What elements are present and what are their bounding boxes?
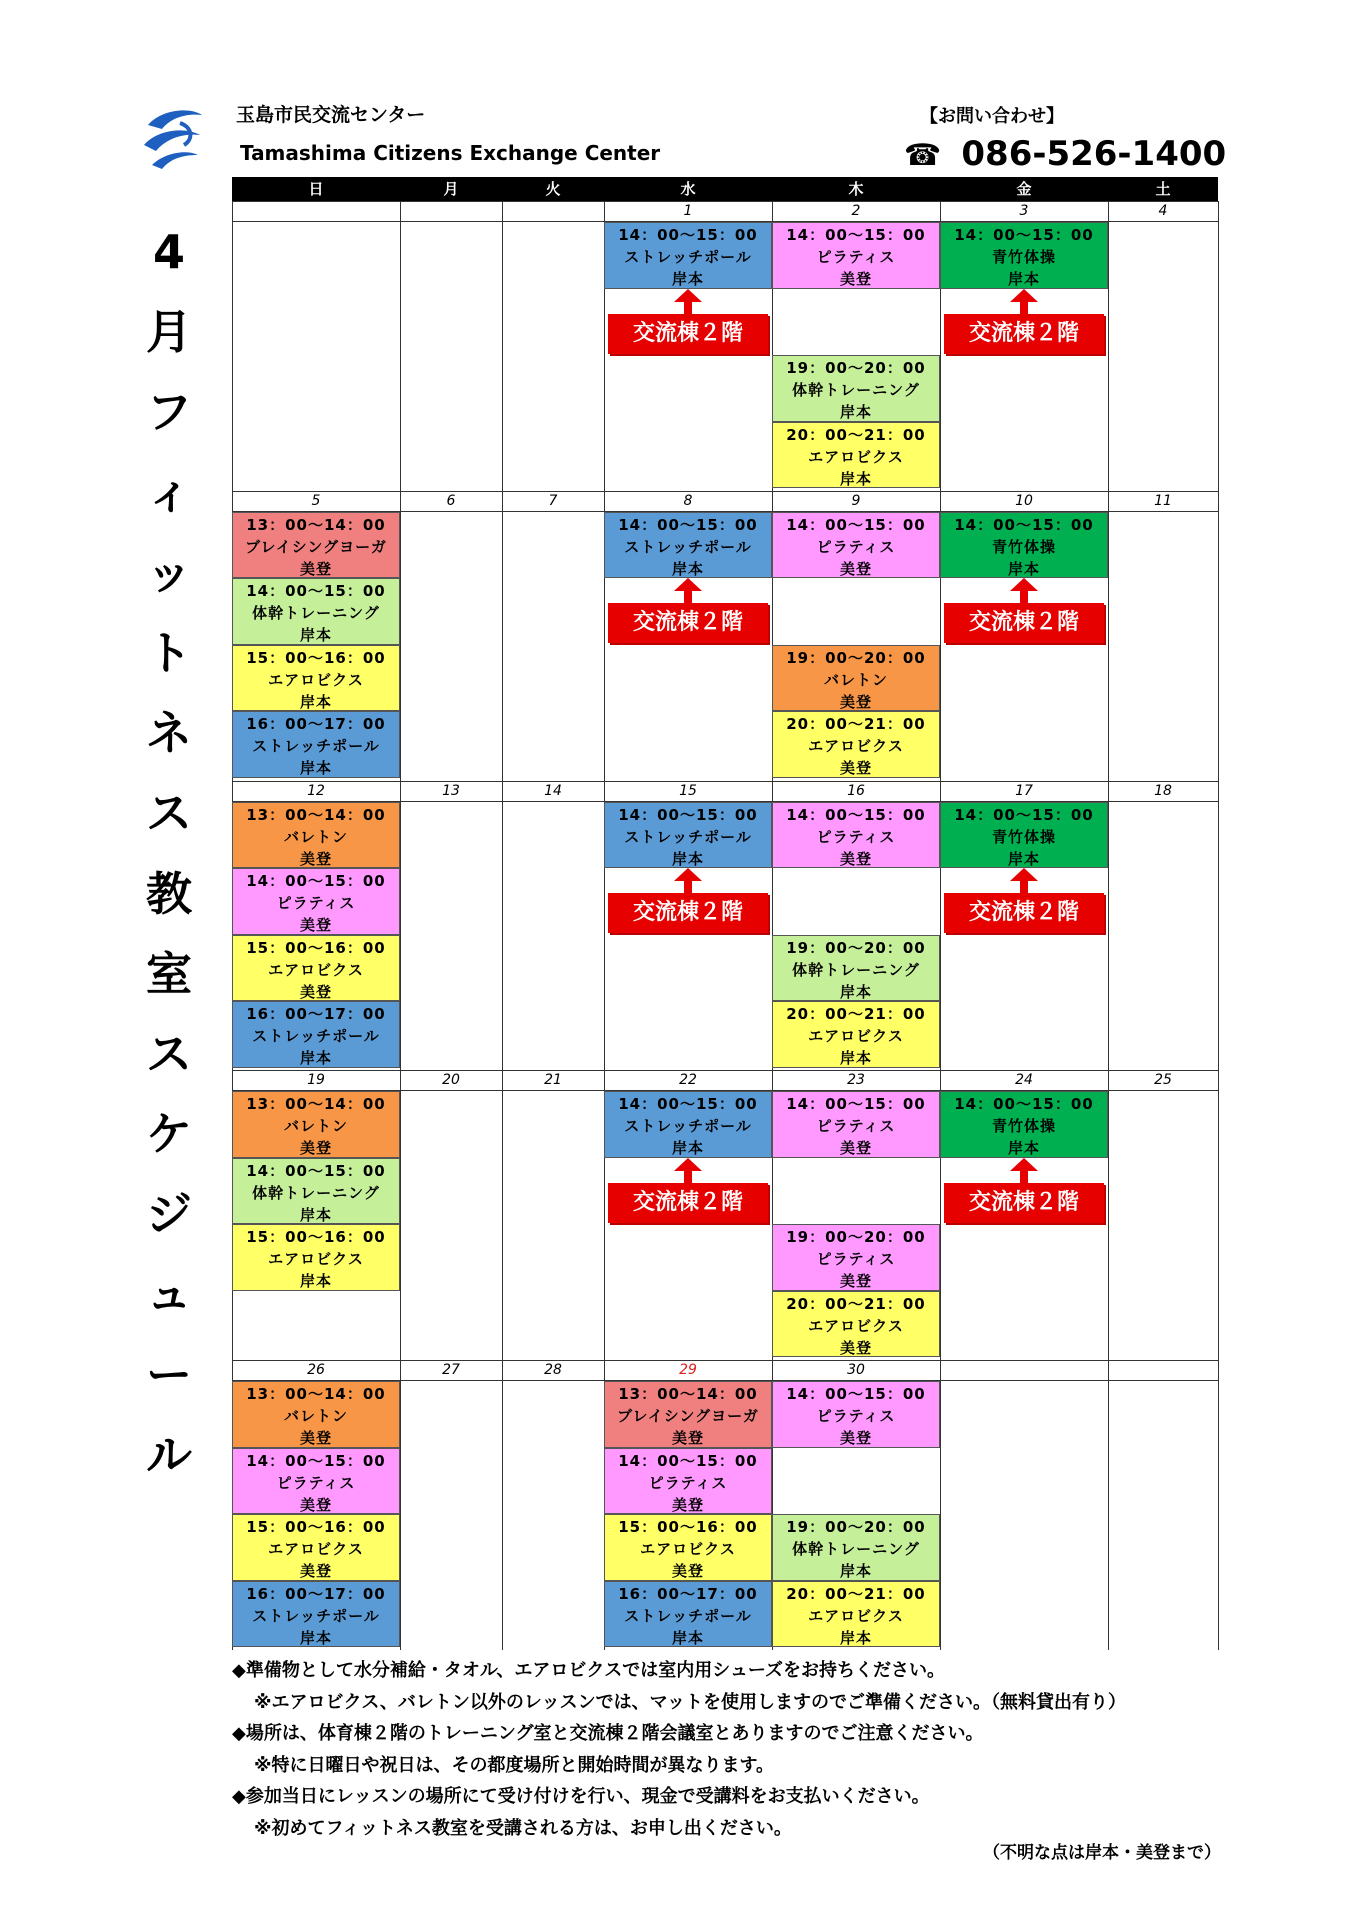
note-sub-line: ※特に日曜日や祝日は、その都度場所と開始時間が異なります。 xyxy=(254,1754,775,1776)
lesson-time: 19：00～20：00 xyxy=(786,648,926,667)
weekday-header: 土 xyxy=(1108,177,1218,201)
day-number: 22 xyxy=(604,1070,772,1091)
day-number: 1 xyxy=(604,201,772,222)
lesson-time: 14：00～15：00 xyxy=(246,582,386,601)
room-label: 交流棟２階 xyxy=(608,314,768,354)
lesson-time: 16：00～17：00 xyxy=(618,1584,758,1603)
lesson-instructor: 岸本 xyxy=(671,1139,704,1158)
arrow-stem xyxy=(1020,302,1028,314)
lesson-block xyxy=(232,802,400,869)
lesson-time: 14：00～15：00 xyxy=(246,872,386,891)
room-label: 交流棟２階 xyxy=(608,1183,768,1223)
lesson-name: ピラティス xyxy=(816,1117,896,1136)
day-number: 7 xyxy=(502,491,604,512)
lesson-instructor: 美登 xyxy=(839,1139,872,1158)
lesson-name: ピラティス xyxy=(816,1250,896,1269)
day-number: 3 xyxy=(940,201,1108,222)
weekday-header: 水 xyxy=(604,177,772,201)
day-cell xyxy=(502,1070,604,1360)
day-number: 11 xyxy=(1108,491,1218,512)
lesson-time: 19：00～20：00 xyxy=(786,1228,926,1247)
day-cell xyxy=(1108,1070,1218,1360)
lesson-time: 14：00～15：00 xyxy=(618,805,758,824)
lesson-name: ストレッチポール xyxy=(252,737,380,756)
lesson-instructor: 美登 xyxy=(671,1495,704,1514)
lesson-name: エアロビクス xyxy=(640,1540,736,1559)
lesson-time: 15：00～16：00 xyxy=(246,1518,386,1537)
lesson-name: ストレッチポール xyxy=(624,1117,752,1136)
lesson-instructor: 美登 xyxy=(299,1495,332,1514)
note-line: ◆場所は、体育棟２階のトレーニング室と交流棟２階会議室とありますのでご注意ください。 xyxy=(232,1723,984,1744)
day-number: 28 xyxy=(502,1360,604,1381)
phone-text: 086-526-1400 xyxy=(961,134,1227,174)
lesson-time: 20：00～21：00 xyxy=(786,1005,926,1024)
lesson-instructor: 岸本 xyxy=(299,1628,332,1647)
arrow-up-icon xyxy=(674,578,702,591)
arrow-up-icon xyxy=(1010,1158,1038,1171)
day-number: 23 xyxy=(772,1070,940,1091)
day-number: 17 xyxy=(940,781,1108,802)
lesson-time: 14：00～15：00 xyxy=(618,1451,758,1470)
room-callout xyxy=(944,868,1104,933)
lesson-instructor: 美登 xyxy=(671,1429,704,1448)
day-cell xyxy=(400,1360,502,1650)
lesson-instructor: 岸本 xyxy=(1007,1139,1040,1158)
lesson-time: 14：00～15：00 xyxy=(786,515,926,534)
lesson-name: エアロビクス xyxy=(808,1027,904,1046)
lesson-time: 15：00～16：00 xyxy=(618,1518,758,1537)
title-char: ス xyxy=(146,1026,192,1081)
lesson-block xyxy=(232,1514,400,1581)
lesson-block xyxy=(940,1091,1108,1158)
day-number: 8 xyxy=(604,491,772,512)
note-sub-line: ※エアロビクス、バレトン以外のレッスンでは、マットを使用しますのでご準備ください。（無料貸出有り） xyxy=(254,1691,1126,1713)
day-number: 6 xyxy=(400,491,502,512)
lesson-block xyxy=(940,222,1108,289)
weekday-header: 金 xyxy=(940,177,1108,201)
title-char: ュ xyxy=(146,1267,192,1322)
lesson-name: ピラティス xyxy=(816,248,896,266)
arrow-stem xyxy=(684,591,692,603)
lesson-name: エアロビクス xyxy=(268,670,364,689)
title-char: ト xyxy=(146,625,192,680)
lesson-block xyxy=(772,645,940,712)
lesson-name: エアロビクス xyxy=(808,1316,904,1335)
title-char: ネ xyxy=(146,706,192,761)
lesson-instructor: 岸本 xyxy=(671,270,704,288)
lesson-time: 15：00～16：00 xyxy=(246,1228,386,1247)
lesson-name: ブレイシングヨーガ xyxy=(245,537,387,556)
arrow-stem xyxy=(684,1171,692,1183)
lesson-instructor: 岸本 xyxy=(839,469,872,488)
day-number: 19 xyxy=(232,1070,400,1091)
lesson-block xyxy=(604,222,772,289)
note-line: ◆準備物として水分補給・タオル、エアロビクスでは室内用シューズをお持ちください。 xyxy=(232,1660,945,1681)
title-char: ジ xyxy=(146,1187,192,1242)
lesson-instructor: 岸本 xyxy=(299,1272,332,1291)
room-label: 交流棟２階 xyxy=(944,1183,1104,1223)
day-cell xyxy=(1108,781,1218,1071)
arrow-stem xyxy=(1020,1171,1028,1183)
phone-number xyxy=(904,134,1226,174)
lesson-instructor: 美登 xyxy=(671,1562,704,1581)
lesson-name: エアロビクス xyxy=(268,960,364,979)
lesson-block xyxy=(772,1514,940,1581)
arrow-stem xyxy=(1020,591,1028,603)
room-label: 交流棟２階 xyxy=(608,893,768,933)
day-cell xyxy=(1108,1360,1218,1650)
lesson-block xyxy=(232,868,400,935)
title-char: ッ xyxy=(146,545,192,600)
lesson-time: 20：00～21：00 xyxy=(786,425,926,444)
lesson-name: ストレッチポール xyxy=(624,537,752,556)
schedule-calendar xyxy=(232,177,1218,1650)
lesson-name: 体幹トレーニング xyxy=(792,1540,920,1559)
lesson-block xyxy=(772,355,940,422)
lesson-instructor: 岸本 xyxy=(671,849,704,868)
day-cell xyxy=(232,201,400,491)
org-name-en: Tamashima Citizens Exchange Center xyxy=(240,141,661,165)
lesson-time: 14：00～15：00 xyxy=(954,515,1094,534)
lesson-time: 16：00～17：00 xyxy=(246,715,386,734)
day-number: 21 xyxy=(502,1070,604,1091)
arrow-up-icon xyxy=(1010,868,1038,881)
lesson-time: 14：00～15：00 xyxy=(618,226,758,244)
lesson-instructor: 岸本 xyxy=(299,1049,332,1068)
lesson-instructor: 美登 xyxy=(839,692,872,711)
day-cell xyxy=(502,781,604,1071)
lesson-block xyxy=(604,1581,772,1648)
notes-section xyxy=(232,1655,1232,1844)
lesson-instructor: 岸本 xyxy=(671,1628,704,1647)
lesson-instructor: 美登 xyxy=(839,270,872,288)
lesson-block xyxy=(772,935,940,1002)
lesson-block xyxy=(232,1158,400,1225)
day-number: 26 xyxy=(232,1360,400,1381)
lesson-time: 19：00～20：00 xyxy=(786,359,926,377)
lesson-block xyxy=(772,1381,940,1448)
lesson-instructor: 美登 xyxy=(839,1272,872,1291)
lesson-block xyxy=(772,222,940,289)
lesson-block xyxy=(772,1091,940,1158)
lesson-instructor: 岸本 xyxy=(839,1562,872,1581)
day-cell xyxy=(502,491,604,781)
lesson-instructor: 美登 xyxy=(299,1429,332,1448)
day-number: 9 xyxy=(772,491,940,512)
lesson-block xyxy=(232,935,400,1002)
day-number: 10 xyxy=(940,491,1108,512)
title-char: フ xyxy=(146,385,192,440)
weekday-header: 木 xyxy=(772,177,940,201)
room-callout xyxy=(944,1158,1104,1223)
room-label: 交流棟２階 xyxy=(608,603,768,643)
lesson-block xyxy=(232,645,400,712)
lesson-name: 体幹トレーニング xyxy=(792,960,920,979)
lesson-block xyxy=(772,711,940,778)
day-cell xyxy=(502,1360,604,1650)
title-char: 4 xyxy=(152,225,185,279)
day-number: 12 xyxy=(232,781,400,802)
lesson-block xyxy=(604,512,772,579)
lesson-instructor: 美登 xyxy=(299,916,332,935)
lesson-block xyxy=(232,1448,400,1515)
lesson-time: 13：00～14：00 xyxy=(246,1385,386,1404)
day-number: 4 xyxy=(1108,201,1218,222)
room-callout xyxy=(944,289,1104,354)
lesson-name: ピラティス xyxy=(276,894,356,913)
closing-note: （不明な点は岸本・美登まで） xyxy=(983,1843,1221,1863)
weekday-header: 火 xyxy=(502,177,604,201)
room-label: 交流棟２階 xyxy=(944,314,1104,354)
lesson-name: エアロビクス xyxy=(808,1606,904,1625)
lesson-instructor: 岸本 xyxy=(299,1205,332,1224)
lesson-block xyxy=(604,1514,772,1581)
lesson-time: 13：00～14：00 xyxy=(246,1095,386,1114)
lesson-name: ストレッチポール xyxy=(252,1606,380,1625)
lesson-block xyxy=(604,1381,772,1448)
room-callout xyxy=(608,289,768,354)
lesson-block xyxy=(772,512,940,579)
lesson-time: 13：00～14：00 xyxy=(618,1385,758,1404)
title-char: ス xyxy=(146,786,192,841)
day-number: 15 xyxy=(604,781,772,802)
day-cell xyxy=(502,201,604,491)
lesson-time: 13：00～14：00 xyxy=(246,805,386,824)
lesson-time: 15：00～16：00 xyxy=(246,648,386,667)
lesson-time: 14：00～15：00 xyxy=(954,1095,1094,1114)
lesson-instructor: 岸本 xyxy=(299,692,332,711)
lesson-time: 14：00～15：00 xyxy=(786,805,926,824)
lesson-block xyxy=(232,1381,400,1448)
lesson-instructor: 岸本 xyxy=(299,626,332,645)
day-number xyxy=(400,201,502,222)
arrow-up-icon xyxy=(674,868,702,881)
lesson-name: エアロビクス xyxy=(808,447,904,466)
lesson-name: 体幹トレーニング xyxy=(252,604,380,623)
room-label: 交流棟２階 xyxy=(944,893,1104,933)
lesson-name: 青竹体操 xyxy=(991,1117,1056,1136)
lesson-instructor: 岸本 xyxy=(839,403,872,421)
note-sub-line: ※初めてフィットネス教室を受講される方は、お申し出ください。 xyxy=(254,1817,792,1839)
lesson-instructor: 岸本 xyxy=(839,982,872,1001)
lesson-block xyxy=(604,1448,772,1515)
lesson-time: 14：00～15：00 xyxy=(954,805,1094,824)
lesson-instructor: 美登 xyxy=(299,1139,332,1158)
lesson-name: 青竹体操 xyxy=(991,537,1056,556)
day-number xyxy=(502,201,604,222)
lesson-block xyxy=(232,711,400,778)
arrow-up-icon xyxy=(1010,578,1038,591)
lesson-name: ピラティス xyxy=(276,1473,356,1492)
lesson-name: ピラティス xyxy=(648,1473,728,1492)
lesson-instructor: 美登 xyxy=(839,559,872,578)
lesson-time: 14：00～15：00 xyxy=(246,1451,386,1470)
day-number: 18 xyxy=(1108,781,1218,802)
lesson-time: 14：00～15：00 xyxy=(786,226,926,244)
lesson-block xyxy=(604,1091,772,1158)
day-number: 14 xyxy=(502,781,604,802)
lesson-instructor: 岸本 xyxy=(839,1628,872,1647)
lesson-name: ピラティス xyxy=(816,827,896,846)
room-callout xyxy=(608,578,768,643)
lesson-instructor: 美登 xyxy=(299,559,332,578)
lesson-time: 19：00～20：00 xyxy=(786,938,926,957)
phone-icon: ☎ xyxy=(904,138,942,173)
title-char: ケ xyxy=(146,1107,192,1162)
day-number: 27 xyxy=(400,1360,502,1381)
lesson-instructor: 岸本 xyxy=(1007,849,1040,868)
title-char: ー xyxy=(146,1347,192,1402)
lesson-name: ブレイシングヨーガ xyxy=(617,1407,759,1426)
day-number: 20 xyxy=(400,1070,502,1091)
lesson-time: 13：00～14：00 xyxy=(246,515,386,534)
lesson-block xyxy=(772,1224,940,1291)
lesson-block xyxy=(232,578,400,645)
note-line: ◆参加当日にレッスンの場所にて受け付けを行い、現金で受講料をお支払いください。 xyxy=(232,1786,930,1807)
day-number xyxy=(940,1360,1108,1381)
weekday-header: 月 xyxy=(400,177,502,201)
room-callout xyxy=(608,868,768,933)
lesson-block xyxy=(232,512,400,579)
lesson-block xyxy=(772,1291,940,1358)
day-cell xyxy=(940,1360,1108,1650)
day-cell xyxy=(400,201,502,491)
arrow-up-icon xyxy=(674,1158,702,1171)
lesson-name: バレトン xyxy=(283,1117,348,1136)
lesson-time: 14：00～15：00 xyxy=(786,1095,926,1114)
day-number: 5 xyxy=(232,491,400,512)
lesson-block xyxy=(604,802,772,869)
day-cell xyxy=(400,1070,502,1360)
lesson-instructor: 美登 xyxy=(299,849,332,868)
day-number: 13 xyxy=(400,781,502,802)
lesson-block xyxy=(232,1581,400,1648)
lesson-name: 青竹体操 xyxy=(991,248,1056,266)
lesson-time: 15：00～16：00 xyxy=(246,938,386,957)
lesson-time: 20：00～21：00 xyxy=(786,1584,926,1603)
arrow-stem xyxy=(684,302,692,314)
day-cell xyxy=(1108,491,1218,781)
lesson-time: 20：00～21：00 xyxy=(786,1294,926,1313)
lesson-name: バレトン xyxy=(283,827,348,846)
title-char: ィ xyxy=(146,465,192,520)
lesson-block xyxy=(232,1091,400,1158)
lesson-name: ストレッチポール xyxy=(624,827,752,846)
lesson-name: ピラティス xyxy=(816,537,896,556)
lesson-block xyxy=(772,802,940,869)
lesson-instructor: 岸本 xyxy=(1007,270,1040,288)
day-number: 16 xyxy=(772,781,940,802)
lesson-instructor: 美登 xyxy=(299,982,332,1001)
arrow-stem xyxy=(1020,881,1028,893)
day-number xyxy=(1108,1360,1218,1381)
day-number: 25 xyxy=(1108,1070,1218,1091)
lesson-instructor: 岸本 xyxy=(839,1049,872,1068)
lesson-time: 14：00～15：00 xyxy=(954,226,1094,244)
lesson-block xyxy=(232,1224,400,1291)
lesson-instructor: 岸本 xyxy=(1007,559,1040,578)
lesson-instructor: 美登 xyxy=(839,849,872,868)
lesson-name: エアロビクス xyxy=(268,1250,364,1269)
room-callout xyxy=(944,578,1104,643)
lesson-block xyxy=(940,802,1108,869)
lesson-time: 16：00～17：00 xyxy=(246,1005,386,1024)
lesson-block xyxy=(772,1581,940,1648)
lesson-instructor: 岸本 xyxy=(299,759,332,778)
arrow-up-icon xyxy=(1010,289,1038,302)
day-cell xyxy=(1108,201,1218,491)
title-char: 月 xyxy=(146,305,192,360)
arrow-stem xyxy=(684,881,692,893)
lesson-block xyxy=(940,512,1108,579)
title-char: ル xyxy=(146,1427,192,1482)
lesson-block xyxy=(232,1001,400,1068)
lesson-instructor: 美登 xyxy=(839,1429,872,1448)
room-callout xyxy=(608,1158,768,1223)
lesson-name: エアロビクス xyxy=(268,1540,364,1559)
day-number: 29 xyxy=(604,1360,772,1381)
lesson-name: 体幹トレーニング xyxy=(252,1183,380,1202)
lesson-name: 体幹トレーニング xyxy=(792,381,920,399)
lesson-time: 16：00～17：00 xyxy=(246,1584,386,1603)
lesson-time: 14：00～15：00 xyxy=(786,1385,926,1404)
day-number xyxy=(232,201,400,222)
lesson-name: ストレッチポール xyxy=(624,1606,752,1625)
lesson-time: 14：00～15：00 xyxy=(618,1095,758,1114)
day-cell xyxy=(400,491,502,781)
day-number: 30 xyxy=(772,1360,940,1381)
lesson-instructor: 美登 xyxy=(299,1562,332,1581)
day-number: 24 xyxy=(940,1070,1108,1091)
lesson-name: ストレッチポール xyxy=(624,248,752,266)
lesson-instructor: 美登 xyxy=(839,759,872,778)
lesson-time: 14：00～15：00 xyxy=(618,515,758,534)
lesson-instructor: 岸本 xyxy=(671,559,704,578)
lesson-instructor: 美登 xyxy=(839,1338,872,1357)
lesson-name: ピラティス xyxy=(816,1407,896,1426)
lesson-name: バレトン xyxy=(823,670,888,689)
lesson-name: バレトン xyxy=(283,1407,348,1426)
page-title xyxy=(130,212,208,1495)
logo-swirl-icon xyxy=(140,105,206,171)
lesson-block xyxy=(772,422,940,489)
arrow-up-icon xyxy=(674,289,702,302)
room-label: 交流棟２階 xyxy=(944,603,1104,643)
lesson-name: 青竹体操 xyxy=(991,827,1056,846)
contact-label: 【お問い合わせ】 xyxy=(920,106,1064,127)
lesson-time: 20：00～21：00 xyxy=(786,715,926,734)
title-char: 教 xyxy=(146,866,192,921)
title-char: 室 xyxy=(146,946,192,1001)
lesson-time: 19：00～20：00 xyxy=(786,1518,926,1537)
lesson-block xyxy=(772,1001,940,1068)
weekday-header: 日 xyxy=(232,177,400,201)
lesson-time: 14：00～15：00 xyxy=(246,1161,386,1180)
day-cell xyxy=(400,781,502,1071)
day-number: 2 xyxy=(772,201,940,222)
lesson-name: ストレッチポール xyxy=(252,1027,380,1046)
org-name-jp: 玉島市民交流センター xyxy=(236,104,426,126)
lesson-name: エアロビクス xyxy=(808,737,904,756)
